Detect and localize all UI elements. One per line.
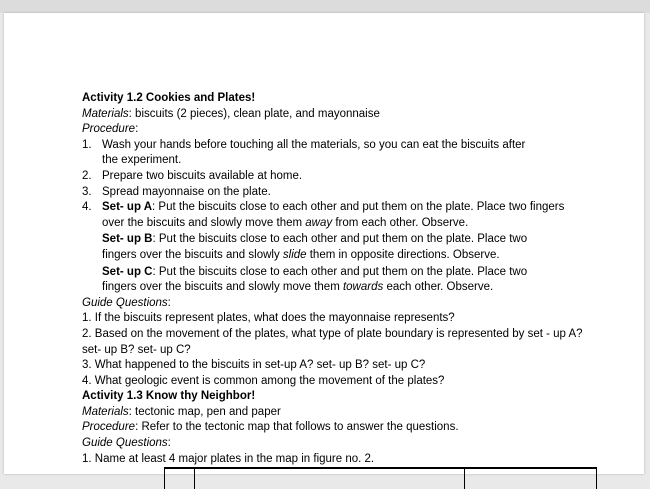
materials-label: Materials bbox=[82, 107, 129, 120]
procedure-step-3: 3. Spread mayonnaise on the plate. bbox=[82, 185, 271, 198]
activity-1-3-question-1: 1. Name at least 4 major plates in the map in figure no. 2. bbox=[82, 452, 375, 465]
procedure-step-2: 2. Prepare two biscuits available at home. bbox=[82, 169, 303, 182]
guide-question-1: 1. If the biscuits represent plates, what does the mayonnaise represents? bbox=[82, 312, 455, 325]
procedure-label: Procedure bbox=[82, 123, 136, 136]
activity-1-3-materials: Materials: tectonic map, pen and paper bbox=[82, 405, 281, 418]
guide-question-4: 4. What geologic event is common among the movement of the plates? bbox=[82, 374, 445, 387]
table-border-left bbox=[164, 469, 165, 489]
setup-c-line2: fingers over the biscuits and slowly move them towards each other. Observe. bbox=[102, 281, 494, 294]
setup-a-line1: Set- up A: Put the biscuits close to each other and put them on the plate. Place two fingers bbox=[102, 201, 565, 214]
setup-a-line2: over the biscuits and slowly move them away from each other. Observe. bbox=[102, 216, 469, 229]
materials-text: : biscuits (2 pieces), clean plate, and mayonnaise bbox=[128, 107, 380, 120]
activity-1-2-title: Activity 1.2 Cookies and Plates! bbox=[82, 92, 256, 104]
activity-1-3-title: Activity 1.3 Know thy Neighbor! bbox=[82, 390, 256, 403]
procedure-step-4: 4. Set- up A: Put the biscuits close to each other and put them on the plate. Place two fingers over the biscuits and slowly move them away from each other. Observe. Set- up B: Put the biscuits close to each other and put them on the plate. Place two fingers over the biscuits and slowly slide them in opposite directions. Observe. Set- up C: Put the biscuits close to each other and put them on the plate. Place two fingers over the biscuits and slowly move them towards each other. Observe. bbox=[82, 200, 602, 296]
activity-1-3-guide-heading: Guide Questions: bbox=[82, 437, 171, 450]
activity-1-2-materials bbox=[82, 107, 602, 123]
setup-b-line1: Set- up B: Put the biscuits close to each other and put them on the plate. Place two bbox=[102, 233, 528, 246]
setup-c-line1: Set- up C: Put the biscuits close to each other and put them on the plate. Place two bbox=[102, 265, 528, 278]
setup-b-line2: fingers over the biscuits and slowly slide them in opposite directions. Observe. bbox=[102, 248, 500, 261]
table-top-edge bbox=[164, 467, 597, 489]
table-column-divider bbox=[464, 469, 465, 489]
viewer-top-bar bbox=[0, 0, 650, 13]
activity-1-2-procedure-heading: Procedure: bbox=[82, 123, 139, 136]
table-column-divider bbox=[194, 469, 195, 489]
page-content bbox=[82, 91, 602, 467]
procedure-step-1: 1. Wash your hands before touching all the materials, so you can eat the biscuits after the experiment. bbox=[82, 138, 526, 167]
activity-1-3-procedure: Procedure: Refer to the tectonic map that follows to answer the questions. bbox=[82, 421, 459, 434]
activity-1-2-guide-heading: Guide Questions: bbox=[82, 296, 171, 309]
guide-question-2: 2. Based on the movement of the plates, what type of plate boundary is represented by set - up A? set- up B? set- up C? bbox=[82, 327, 583, 356]
guide-question-3: 3. What happened to the biscuits in set-up A? set- up B? set- up C? bbox=[82, 359, 426, 372]
document-page[interactable] bbox=[4, 13, 644, 474]
table-border-right bbox=[596, 469, 597, 489]
